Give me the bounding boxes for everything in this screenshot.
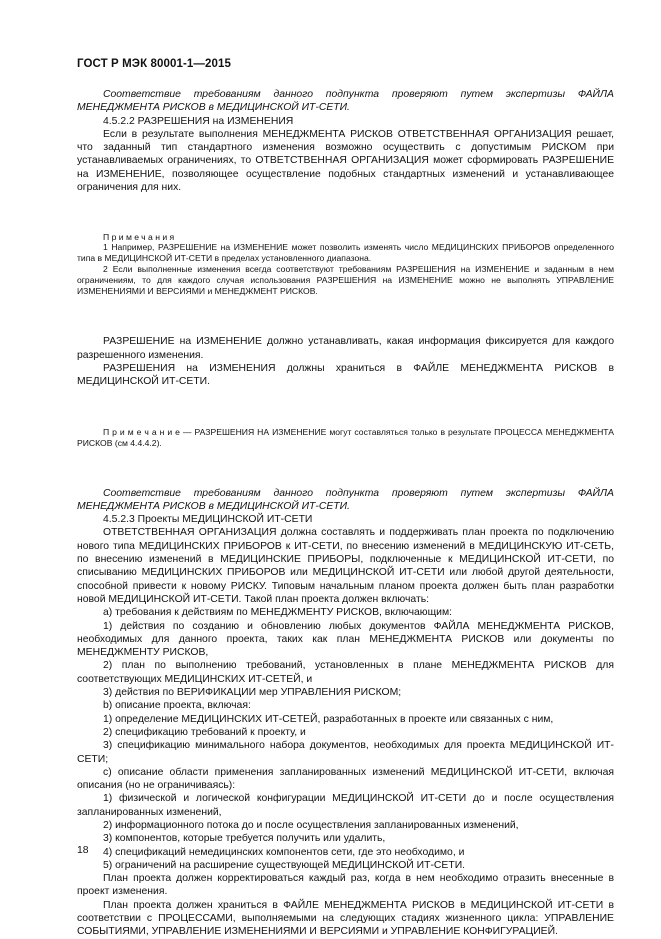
body-paragraph: 1) определение МЕДИЦИНСКИХ ИТ-СЕТЕЙ, разработанных в проекте или связанных с ним, (103, 713, 554, 725)
standard-header: ГОСТ Р МЭК 80001-1—2015 (77, 58, 231, 70)
body-paragraph: Если в результате выполнения МЕНЕДЖМЕНТА РИСКОВ ОТВЕТСТВЕННАЯ ОРГАНИЗАЦИЯ решает, что заданный тип стандартного изменения возможно осуществить с допустимым РИСКОМ при устанавливаемых ограничениях, то ОТВЕТСТВЕННАЯ ОРГАНИЗАЦИЯ может сформировать РАЗРЕШЕНИЕ на ИЗМЕНЕНИЕ, позволяющее осуществление подобных стандартных изменений и устанавливающее ограничения для них. (77, 128, 614, 194)
document-page (77, 58, 614, 939)
spacer (77, 313, 614, 319)
body-paragraph: 3) спецификацию минимального набора документов, необходимых для проекта МЕДИЦИНСКОЙ ИТ-СЕТИ; (77, 740, 614, 765)
page-number: 18 (77, 845, 89, 856)
body-paragraph: b) описание проекта, включая: (103, 700, 251, 712)
body-paragraph: 1) действия по созданию и обновлению любых документов ФАЙЛА МЕНЕДЖМЕНТА РИСКОВ, необходимых для данного проекта, таких как план МЕНЕДЖМЕНТА РИСКОВ или документы по МЕНЕДЖМЕНТУ РИСКОВ, (77, 620, 614, 659)
body-paragraph: 4) спецификаций немедицинских компонентов сети, где это необходимо, и (103, 846, 465, 858)
note-paragraph: П р и м е ч а н и е — РАЗРЕШЕНИЯ НА ИЗМЕНЕНИЕ могут составляться только в результате ПРОЦЕССА МЕНЕДЖМЕНТА РИСКОВ (см 4.4.4.2). (77, 426, 614, 448)
body-paragraph: c) описание области применения запланированных изменений МЕДИЦИНСКОЙ ИТ-СЕТИ, включая описания (но не ограничиваясь): (77, 766, 614, 792)
body-paragraph: 3) компонентов, которые требуется получить или удалить, (103, 833, 386, 845)
spacer (77, 210, 614, 216)
body-paragraph: 2) спецификацию требований к проекту, и (103, 726, 306, 738)
body-paragraph: ОТВЕТСТВЕННАЯ ОРГАНИЗАЦИЯ должна составлять и поддерживать план проекта по подключению нового типа МЕДИЦИНСКИХ ПРИБОРОВ к ИТ-СЕТИ, по внесению изменений в МЕДИЦИНСКУЮ ИТ-СЕТЬ, по внесению изменений в МЕДИЦИНСКИЕ ПРИБОРЫ, подключенные к МЕДИЦИНСКОЙ ИТ-СЕТИ, по списыванию МЕДИЦИНСКИХ ПРИБОРОВ или МЕДИЦИНСКОЙ ИТ-СЕТИ или любой другой деятельности, способной привести к новому РИСКУ. Типовым начальным планом проекта должен быть план разработки новой МЕДИЦИНСКОЙ ИТ-СЕТИ. Такой план проекта должен включать: (77, 527, 614, 605)
body-paragraph: РАЗРЕШЕНИЯ на ИЗМЕНЕНИЯ должны храниться в ФАЙЛЕ МЕНЕДЖМЕНТА РИСКОВ в МЕДИЦИНСКОЙ ИТ-СЕТИ. (77, 362, 614, 388)
body-paragraph: 4.5.2.3 Проекты МЕДИЦИНСКОЙ ИТ-СЕТИ (103, 514, 313, 526)
spacer (77, 405, 614, 411)
compliance-paragraph: Соответствие требованиям данного подпункта проверяют путем экспертизы ФАЙЛА МЕНЕДЖМЕНТА РИСКОВ в МЕДИЦИНСКОЙ ИТ-СЕТИ. (77, 89, 614, 114)
spacer (77, 465, 614, 471)
body-paragraph: 3) действия по ВЕРИФИКАЦИИ мер УПРАВЛЕНИЯ РИСКОМ; (103, 687, 402, 699)
note-paragraph: 1 Например, РАЗРЕШЕНИЕ на ИЗМЕНЕНИЕ может позволить изменять число МЕДИЦИНСКИХ ПРИБОРОВ определенного типа в МЕДИЦИНСКОЙ ИТ-СЕТИ в пределах установленного диапазона. (77, 242, 614, 264)
document-body (77, 88, 614, 939)
body-paragraph: 5) ограничений на расширение существующей МЕДИЦИНСКОЙ ИТ-СЕТИ. (103, 859, 466, 871)
body-paragraph: 2) план по выполнению требований, установленных в плане МЕНЕДЖМЕНТА РИСКОВ для соответствующих МЕДИЦИНСКИХ ИТ-СЕТЕЙ, и (77, 660, 614, 685)
compliance-paragraph: Соответствие требованиям данного подпункта проверяют путем экспертизы ФАЙЛА МЕНЕДЖМЕНТА РИСКОВ в МЕДИЦИНСКОЙ ИТ-СЕТИ. (77, 487, 614, 512)
body-paragraph: 4.5.2.2 РАЗРЕШЕНИЯ на ИЗМЕНЕНИЯ (103, 115, 294, 127)
body-paragraph: 2) информационного потока до и после осуществления запланированных изменений, (103, 819, 519, 831)
body-paragraph: 1) физической и логической конфигурации МЕДИЦИНСКОЙ ИТ-СЕТИ до и после осуществления запланированных изменений, (77, 793, 614, 818)
body-paragraph: План проекта должен храниться в ФАЙЛЕ МЕНЕДЖМЕНТА РИСКОВ в МЕДИЦИНСКОЙ ИТ-СЕТИ в соответствии с ПРОЦЕССАМИ, выполняемыми на следующих стадиях жизненного цикла: УПРАВЛЕНИЕ СОБЫТИЯМИ, УПРАВЛЕНИЕ ИЗМЕНЕНИЯМИ И ВЕРСИЯМИ и УПРАВЛЕНИЕ КОНФИГУРАЦИЕЙ. (77, 899, 614, 938)
notes-title: Примечания (103, 232, 177, 243)
body-paragraph: План проекта должен корректироваться каждый раз, когда в нем необходимо отразить внесенные в проект изменения. (77, 873, 614, 898)
body-paragraph: РАЗРЕШЕНИЕ на ИЗМЕНЕНИЕ должно устанавливать, какая информация фиксируется для каждого разрешенного изменения. (77, 336, 614, 361)
body-paragraph: a) требования к действиям по МЕНЕДЖМЕНТУ РИСКОВ, включающим: (103, 607, 452, 619)
note-paragraph: 2 Если выполненные изменения всегда соответствуют требованиям РАЗРЕШЕНИЯ на ИЗМЕНЕНИЕ и заданным в нем ограничениям, то для каждого случая использования РАЗРЕШЕНИЯ на ИЗМЕНЕНИЕ можно не выполнять УПРАВЛЕНИЕ ИЗМЕНЕНИЯМИ И ВЕРСИЯМИ и МЕНЕДЖМЕНТ РИСКОВ. (77, 264, 614, 297)
